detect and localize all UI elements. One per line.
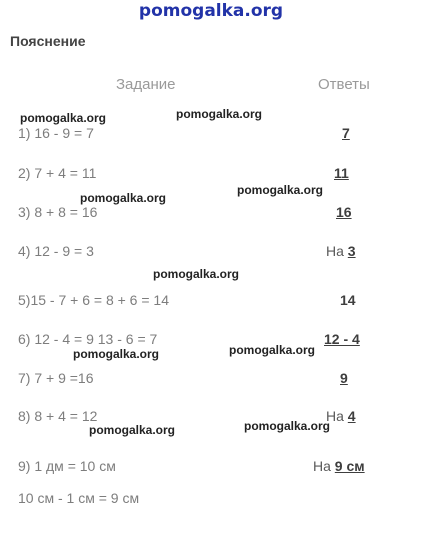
answer-value: 11 — [334, 165, 349, 181]
task-extra-line: 10 см - 1 см = 9 см — [18, 490, 140, 506]
answer-row-7 — [340, 370, 348, 386]
answer-prefix: На — [313, 458, 335, 474]
watermark: pomogalka.org — [80, 191, 167, 205]
task-column-header: Задание — [116, 76, 176, 93]
answer-value: 16 — [336, 204, 352, 220]
answer-row-2 — [334, 165, 349, 181]
answer-row-5 — [340, 292, 356, 308]
answer-row-6 — [324, 331, 360, 347]
watermark: pomogalka.org — [237, 183, 324, 197]
task-row-9: 9) 1 дм = 10 см — [18, 458, 116, 474]
task-row-1: 1) 16 - 9 = 7 — [18, 125, 94, 141]
watermark: pomogalka.org — [20, 111, 107, 125]
task-row-5: 5)15 - 7 + 6 = 8 + 6 = 14 — [18, 292, 169, 308]
answer-row-8 — [326, 408, 356, 424]
watermark: pomogalka.org — [89, 423, 176, 437]
watermark: pomogalka.org — [153, 267, 240, 281]
answer-row-4 — [326, 243, 356, 259]
answer-row-3 — [336, 204, 352, 220]
watermark: pomogalka.org — [244, 419, 331, 433]
answer-value: 9 — [340, 370, 348, 386]
answer-prefix: На — [326, 243, 348, 259]
answer-value: 12 - 4 — [324, 331, 360, 347]
answer-value: 9 см — [334, 458, 365, 474]
answer-value: 14 — [340, 292, 356, 308]
answer-prefix: На — [326, 408, 348, 424]
answer-column-header: Ответы — [318, 76, 370, 93]
watermark: pomogalka.org — [176, 107, 263, 121]
explanation-heading: Пояснение — [10, 33, 86, 49]
answer-value: 4 — [347, 408, 356, 424]
answer-row-9 — [313, 458, 365, 474]
answer-row-1 — [342, 125, 350, 141]
watermark: pomogalka.org — [73, 347, 160, 361]
answer-value: 7 — [342, 125, 350, 141]
task-row-8: 8) 8 + 4 = 12 — [18, 408, 98, 424]
site-logo: pomogalka.org — [138, 1, 284, 21]
task-row-7: 7) 7 + 9 =16 — [18, 370, 94, 386]
watermark: pomogalka.org — [229, 343, 316, 357]
task-row-6: 6) 12 - 4 = 9 13 - 6 = 7 — [18, 331, 158, 347]
task-row-3: 3) 8 + 8 = 16 — [18, 204, 98, 220]
task-row-2: 2) 7 + 4 = 11 — [18, 165, 97, 181]
answer-value: 3 — [347, 243, 356, 259]
task-row-4: 4) 12 - 9 = 3 — [18, 243, 94, 259]
